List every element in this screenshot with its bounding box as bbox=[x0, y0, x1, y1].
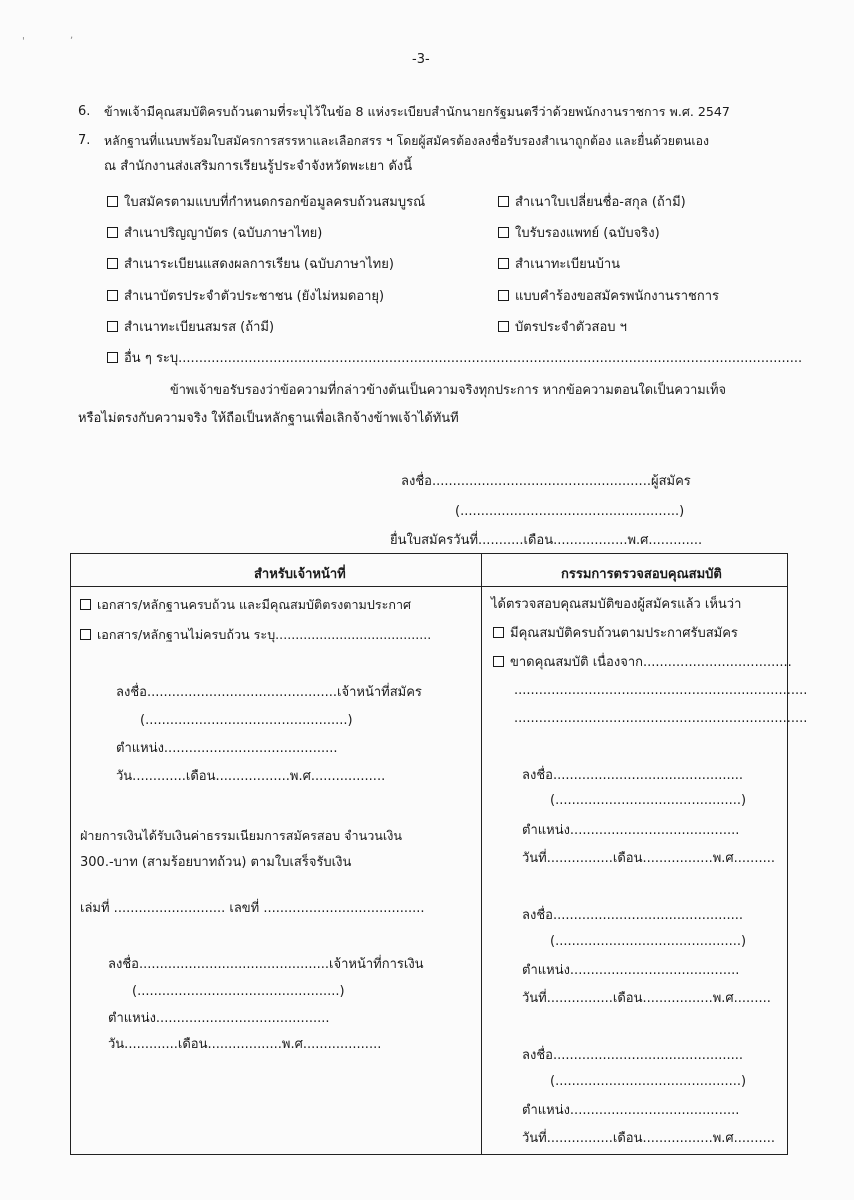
finance-date-line: วัน.............เดือน..................พ.ศ................... bbox=[108, 1037, 382, 1052]
officer-sign-line: ลงชื่อ..............................................เจ้าหน้าที่สมัคร bbox=[116, 685, 422, 700]
committee-sign-line: ลงชื่อ.............................................. bbox=[522, 1048, 744, 1063]
receipt-book-number-line: เล่มที่ ........................... เลขที่ ....................................... bbox=[80, 901, 425, 916]
committee-intro: ได้ตรวจสอบคุณสมบัติของผู้สมัครแล้ว เห็นว่า bbox=[491, 597, 742, 612]
doc-checkbox-other[interactable]: อื่น ๆ ระบุ....................................................................................................................................................... bbox=[107, 351, 802, 367]
checkbox[interactable] bbox=[107, 321, 118, 332]
checkbox[interactable] bbox=[498, 196, 509, 207]
fee-text-line2: 300.-บาท (สามร้อยบาทถ้วน) ตามใบเสร็จรับเงิน bbox=[80, 855, 352, 870]
finance-position-line: ตำแหน่ง.......................................... bbox=[108, 1011, 330, 1026]
scan-mark: ' bbox=[22, 36, 25, 47]
applicant-name-line: (.....................................................) bbox=[455, 504, 685, 519]
committee-name-line: (.............................................) bbox=[550, 793, 747, 808]
application-date-line: ยื่นใบสมัครวันที่...........เดือน..................พ.ศ............. bbox=[390, 533, 703, 548]
officer-check-incomplete[interactable]: เอกสาร/หลักฐานไม่ครบถ้วน ระบุ....................................... bbox=[80, 627, 431, 643]
checkbox[interactable] bbox=[107, 258, 118, 269]
item-6-number: 6. bbox=[78, 104, 91, 119]
doc-checkbox-exam-card[interactable]: บัตรประจำตัวสอบ ฯ bbox=[498, 320, 627, 336]
officer-position-line: ตำแหน่ง.......................................... bbox=[116, 741, 338, 756]
checkbox[interactable] bbox=[107, 227, 118, 238]
officer-date-line: วัน.............เดือน..................พ.ศ.................. bbox=[116, 769, 386, 784]
table-column-divider bbox=[481, 553, 482, 1155]
doc-checkbox-house-reg[interactable]: สำเนาทะเบียนบ้าน bbox=[498, 257, 620, 273]
certification-line1: ข้าพเจ้าขอรับรองว่าข้อความที่กล่าวข้างต้นเป็นความจริงทุกประการ หากข้อความตอนใดเป็นความเท็จ bbox=[170, 383, 727, 398]
committee-date-line: วันที่................เดือน.................พ.ศ.......... bbox=[522, 1131, 775, 1146]
checkbox[interactable] bbox=[107, 352, 118, 363]
committee-sign-line: ลงชื่อ.............................................. bbox=[522, 768, 744, 783]
scan-mark: , bbox=[70, 30, 74, 41]
officer-name-line: (.................................................) bbox=[140, 713, 353, 728]
finance-name-line: (.................................................) bbox=[132, 984, 345, 999]
committee-name-line: (.............................................) bbox=[550, 1074, 747, 1089]
doc-checkbox-request-form[interactable]: แบบคำร้องขอสมัครพนักงานราชการ bbox=[498, 289, 719, 305]
certification-line2: หรือไม่ตรงกับความจริง ให้ถือเป็นหลักฐานเพื่อเลิกจ้างข้าพเจ้าได้ทันที bbox=[78, 411, 459, 426]
committee-position-line: ตำแหน่ง......................................... bbox=[522, 823, 740, 838]
applicant-sign-line: ลงชื่อ.....................................................ผู้สมัคร bbox=[401, 474, 691, 489]
item-7-line2: ณ สำนักงานส่งเสริมการเรียนรู้ประจำจังหวัดพะเยา ดังนี้ bbox=[104, 159, 413, 174]
officer-section-header: สำหรับเจ้าหน้าที่ bbox=[254, 567, 346, 582]
committee-section-header: กรรมการตรวจสอบคุณสมบัติ bbox=[561, 567, 722, 582]
reason-dots-line: ....................................................................... bbox=[514, 683, 808, 698]
checkbox[interactable] bbox=[107, 196, 118, 207]
page-number: -3- bbox=[412, 52, 430, 67]
item-7-number: 7. bbox=[78, 133, 91, 148]
doc-checkbox-id-card[interactable]: สำเนาบัตรประจำตัวประชาชน (ยังไม่หมดอายุ) bbox=[107, 289, 384, 305]
checkbox[interactable] bbox=[493, 656, 504, 667]
committee-name-line: (.............................................) bbox=[550, 934, 747, 949]
officer-check-complete[interactable]: เอกสาร/หลักฐานครบถ้วน และมีคุณสมบัติตรงตามประกาศ bbox=[80, 597, 411, 613]
doc-checkbox-marriage[interactable]: สำเนาทะเบียนสมรส (ถ้ามี) bbox=[107, 320, 274, 336]
doc-checkbox-medical[interactable]: ใบรับรองแพทย์ (ฉบับจริง) bbox=[498, 226, 660, 242]
doc-checkbox-transcript[interactable]: สำเนาระเบียนแสดงผลการเรียน (ฉบับภาษาไทย) bbox=[107, 257, 394, 273]
committee-date-line: วันที่................เดือน.................พ.ศ.......... bbox=[522, 851, 775, 866]
item-6-text: ข้าพเจ้ามีคุณสมบัติครบถ้วนตามที่ระบุไว้ในข้อ 8 แห่งระเบียบสำนักนายกรัฐมนตรีว่าด้วยพนักงานราชการ พ.ศ. 2547 bbox=[104, 104, 730, 119]
doc-checkbox-application[interactable]: ใบสมัครตามแบบที่กำหนดกรอกข้อมูลครบถ้วนสมบูรณ์ bbox=[107, 195, 425, 211]
checkbox[interactable] bbox=[498, 290, 509, 301]
checkbox[interactable] bbox=[498, 227, 509, 238]
committee-position-line: ตำแหน่ง......................................... bbox=[522, 1103, 740, 1118]
committee-sign-line: ลงชื่อ.............................................. bbox=[522, 908, 744, 923]
item-7-line1: หลักฐานที่แนบพร้อมใบสมัครการสรรหาและเลือกสรร ฯ โดยผู้สมัครต้องลงชื่อรับรองสำเนาถูกต้อง และยื่นด้วยตนเอง bbox=[104, 134, 709, 148]
committee-position-line: ตำแหน่ง......................................... bbox=[522, 963, 740, 978]
committee-check-unqualified[interactable]: ขาดคุณสมบัติ เนื่องจาก.................................... bbox=[493, 655, 792, 671]
checkbox[interactable] bbox=[80, 599, 91, 610]
table-header-divider bbox=[70, 586, 788, 587]
reason-dots-line: ....................................................................... bbox=[514, 711, 808, 726]
checkbox[interactable] bbox=[493, 627, 504, 638]
checkbox[interactable] bbox=[107, 290, 118, 301]
committee-date-line: วันที่................เดือน.................พ.ศ......... bbox=[522, 991, 771, 1006]
finance-sign-line: ลงชื่อ..............................................เจ้าหน้าที่การเงิน bbox=[108, 957, 424, 972]
committee-check-qualified[interactable]: มีคุณสมบัติครบถ้วนตามประกาศรับสมัคร bbox=[493, 626, 738, 642]
doc-checkbox-degree[interactable]: สำเนาปริญญาบัตร (ฉบับภาษาไทย) bbox=[107, 226, 322, 242]
fee-text-line1: ฝ่ายการเงินได้รับเงินค่าธรรมเนียมการสมัครสอบ จำนวนเงิน bbox=[80, 828, 402, 843]
checkbox[interactable] bbox=[80, 629, 91, 640]
checkbox[interactable] bbox=[498, 258, 509, 269]
checkbox[interactable] bbox=[498, 321, 509, 332]
doc-checkbox-name-change[interactable]: สำเนาใบเปลี่ยนชื่อ-สกุล (ถ้ามี) bbox=[498, 195, 686, 211]
